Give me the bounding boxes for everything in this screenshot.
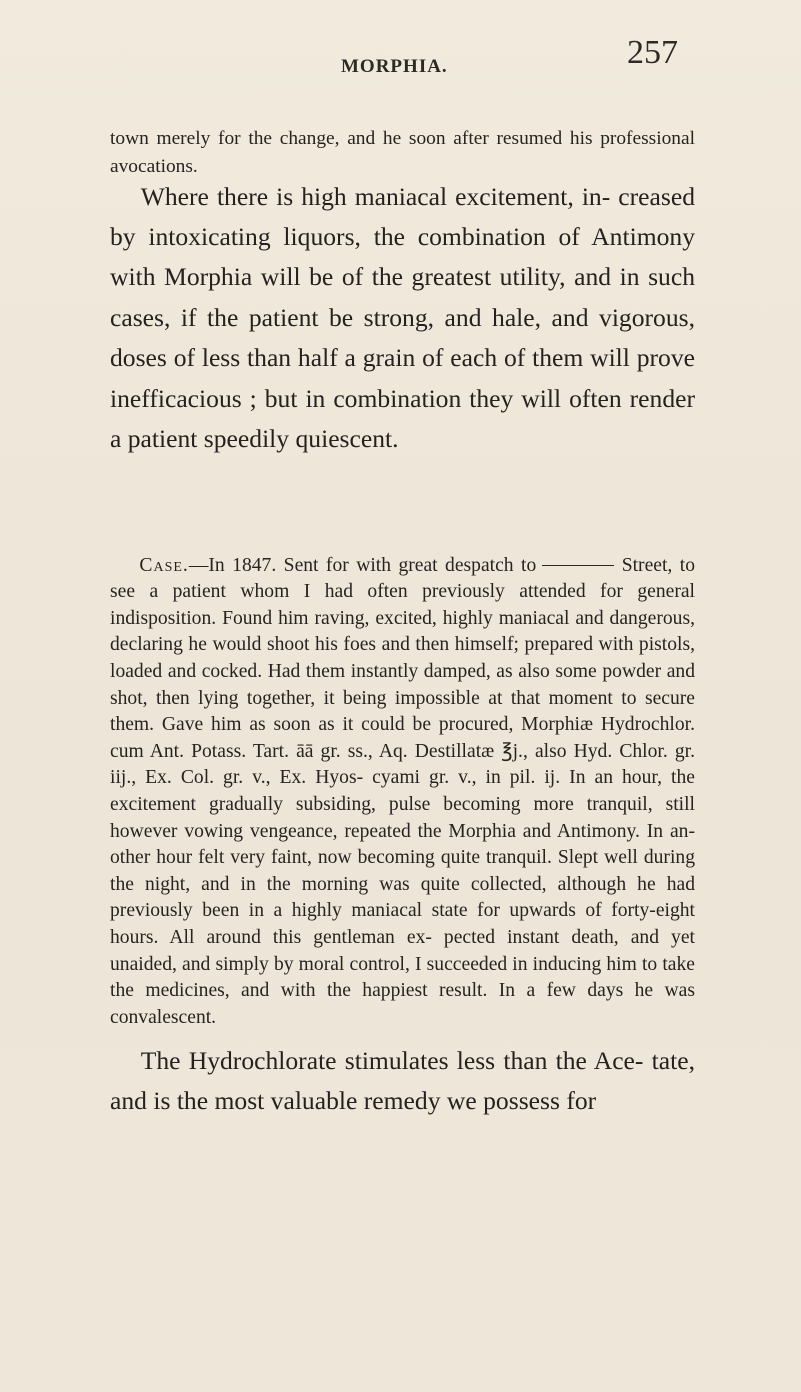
page-header	[0, 20, 801, 80]
paragraph-continuation: town merely for the change, and he soon after resumed his professional avocations.	[110, 128, 695, 178]
case-label: Case.	[139, 554, 189, 576]
case-intro: —In 1847. Sent for with great despatch to	[188, 554, 537, 576]
street-name-blank	[542, 565, 614, 567]
page-number: 257	[627, 34, 678, 71]
paragraph-hydrochlorate: The Hydrochlorate stimulates less than the Ace- tate, and is the most valuable remedy we possess for	[110, 1045, 695, 1115]
running-title: MORPHIA.	[341, 56, 448, 77]
paragraph-case	[110, 553, 695, 1032]
paragraph-antimony-combination: Where there is high maniacal excitement, in- creased by intoxicating liquors, the combination of Antimony with Morphia will be of the greatest utility, and in such cases, if the patient be strong, and hale, and vigorous, doses of less than half a grain of each of them will prove inefficacious ; but in combination they will often render a patient speedily quiescent.	[110, 181, 695, 454]
case-details: Street, to see a patient whom I had often previously attended for general indisposition. Found him raving, excited, highly maniacal and dangerous, declaring he would shoot his foes and then himself; prepared with pistols, loaded and cocked. Had them instantly damped, as also some powder and shot, then lying together, it being impossible at that moment to secure them. Gave him as soon as it could be procured, Morphiæ Hydrochlor. cum Ant. Potass. Tart. āā gr. ss., Aq. Destillatæ ℥j., also Hyd. Chlor. gr. iij., Ex. Col. gr. v., Ex. Hyos- cyami gr. v., in pil. ij. In an hour, the excitement gradually subsiding, pulse becoming more tranquil, still however vowing vengeance, repeated the Morphia and Antimony. In an- other hour felt very faint, now becoming quite tranquil. Slept well during the night, and in the morning was quite collected, although he had previously been in a highly maniacal state for upwards of forty-eight hours. All around this gentleman ex- pected instant death, and yet unaided, and simply by moral control, I succeeded in inducing him to take the medicines, and with the happiest result. In a few days he was convalescent.	[110, 554, 695, 1028]
